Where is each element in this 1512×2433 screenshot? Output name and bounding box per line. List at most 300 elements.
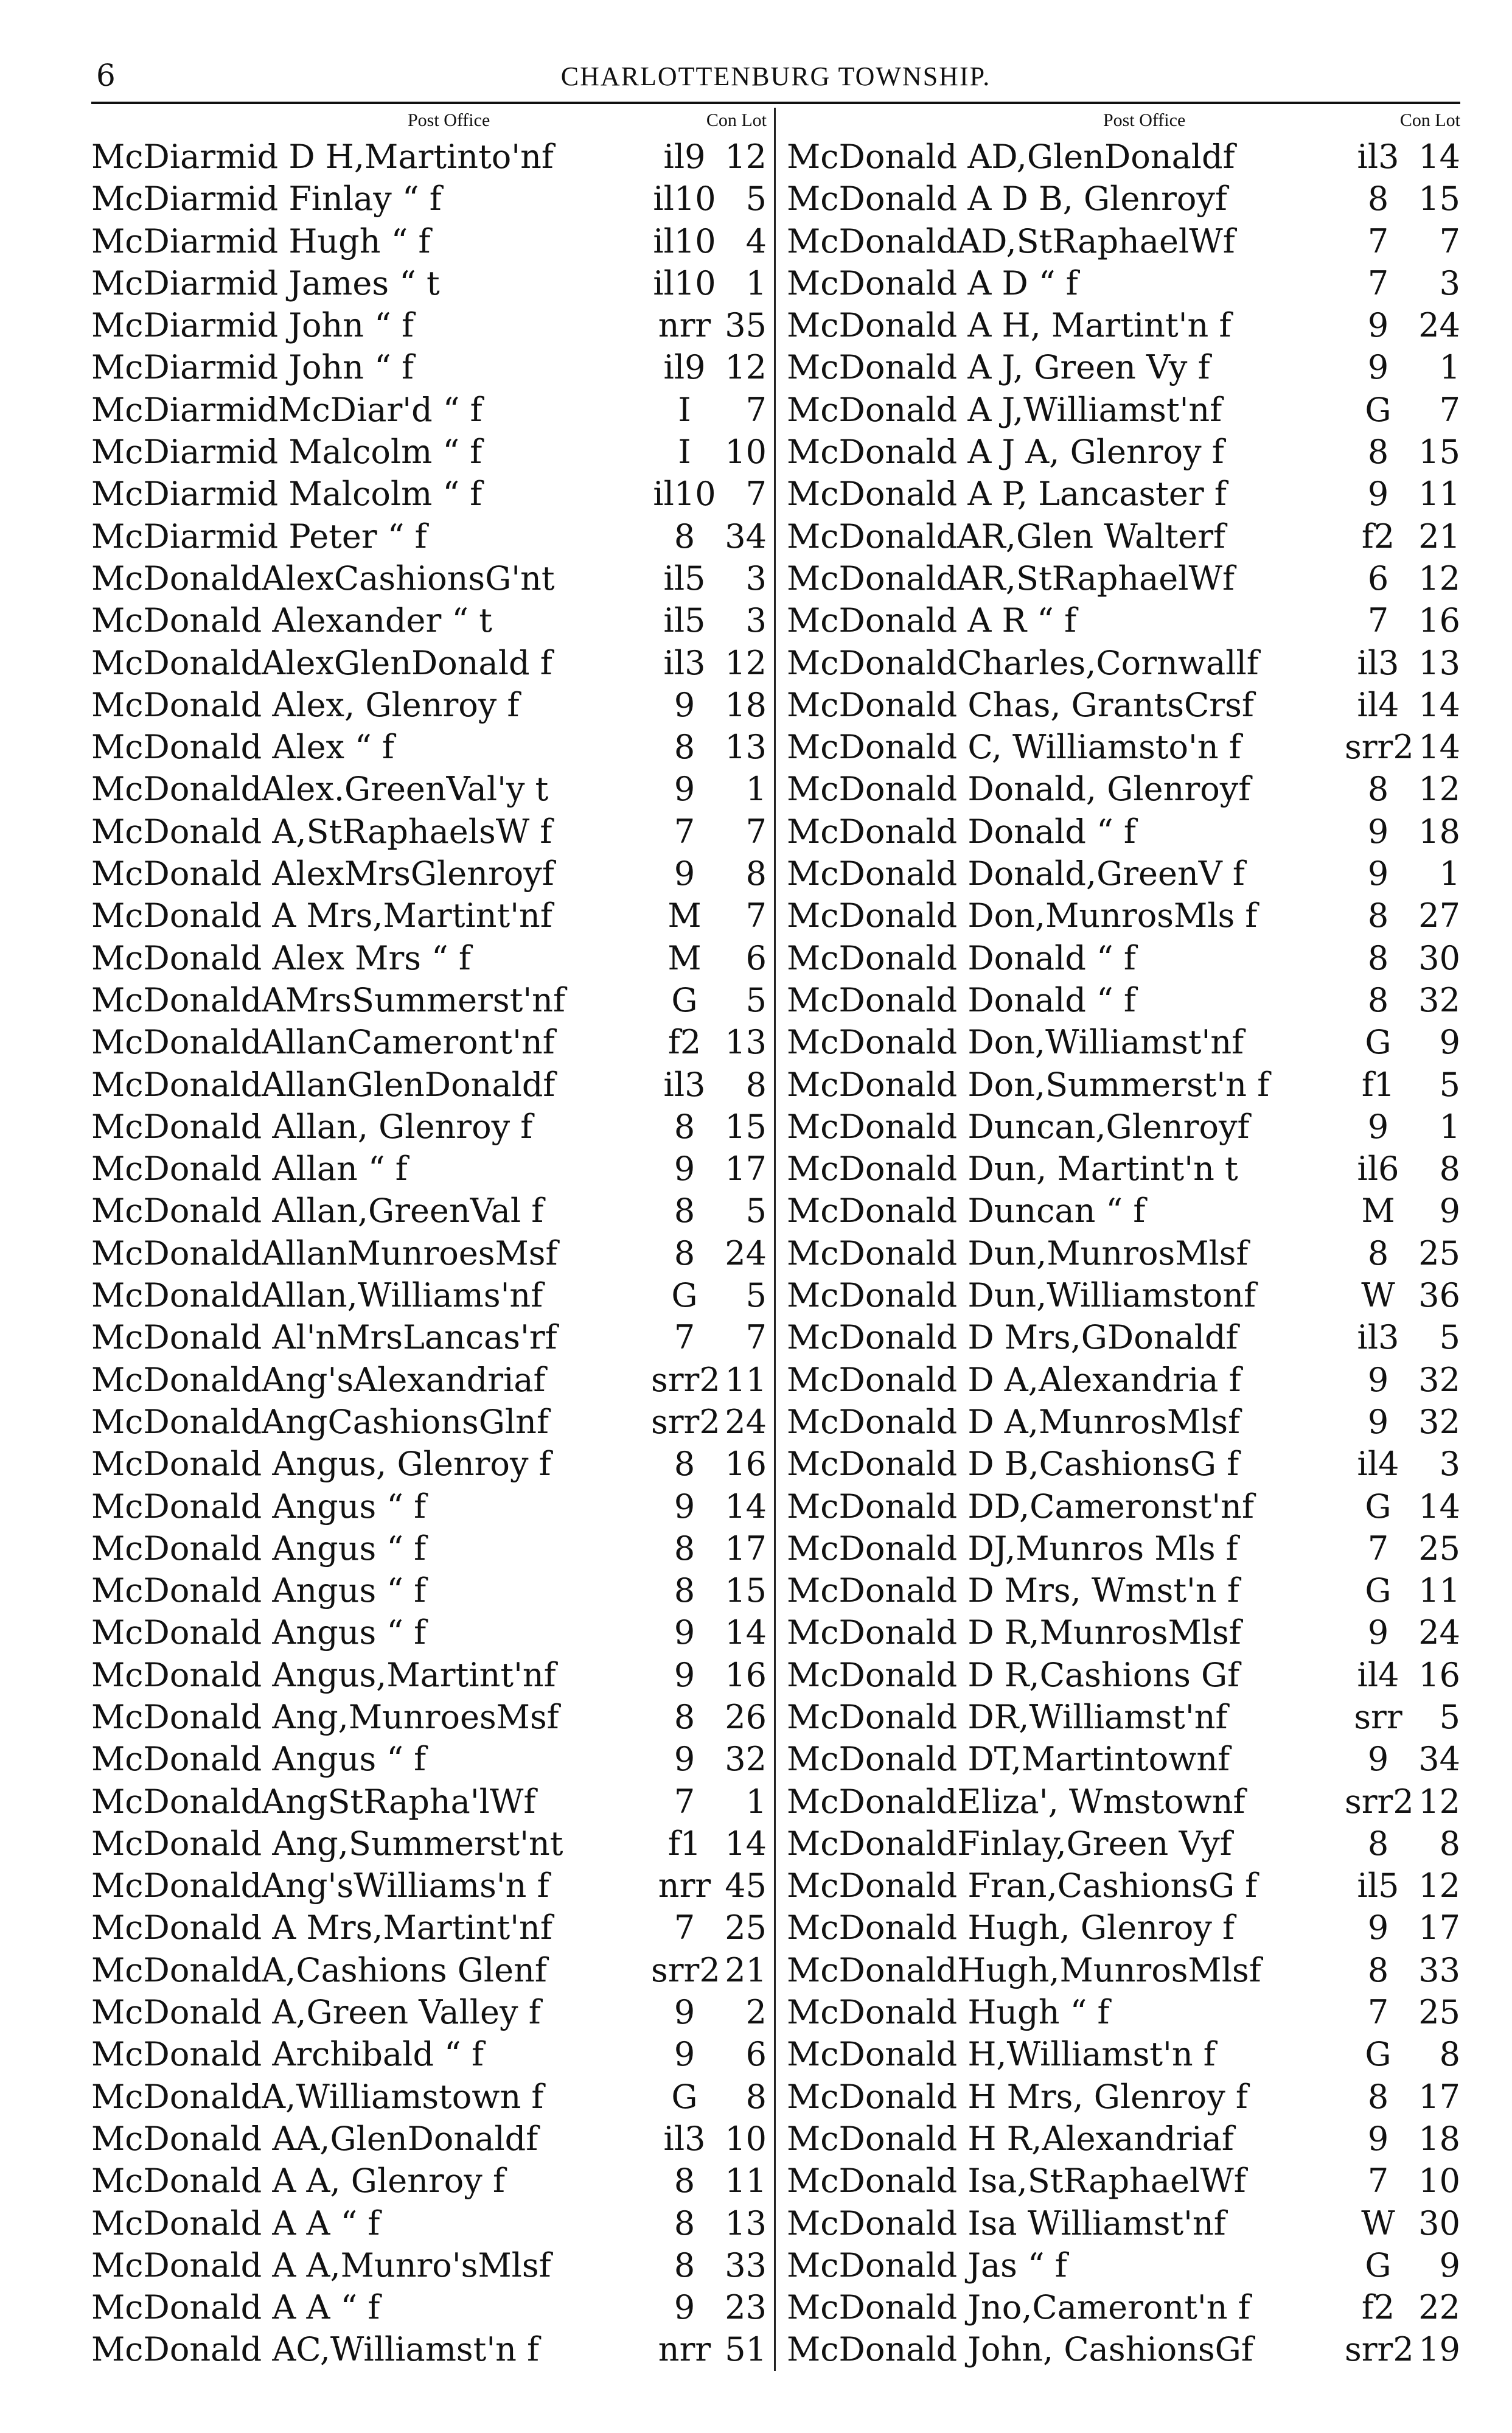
entry-concession: il5 bbox=[1357, 1866, 1399, 1905]
entry-concession: il6 bbox=[1357, 1150, 1399, 1189]
entry-name: McDonald Allan, Glenroy f bbox=[91, 1107, 533, 1146]
directory-entry bbox=[91, 1064, 767, 1106]
entry-lot: 25 bbox=[725, 1908, 767, 1947]
entry-name: McDonald Jas “ f bbox=[787, 2246, 1067, 2285]
directory-entry bbox=[91, 1781, 767, 1823]
entry-name: McDonaldAllanGlenDonaldf bbox=[91, 1065, 556, 1104]
directory-entry bbox=[787, 1654, 1460, 1696]
entry-concession: 8 bbox=[674, 1529, 695, 1568]
entry-name: McDonald A J, Green Vy f bbox=[787, 348, 1210, 387]
entry-name: McDonald AlexMrsGlenroyf bbox=[91, 854, 554, 893]
entry-concession: 9 bbox=[1367, 1908, 1389, 1947]
entry-name: McDonald Angus, Glenroy f bbox=[91, 1445, 551, 1484]
entry-concession: srr bbox=[1354, 1697, 1402, 1736]
entry-concession: 8 bbox=[674, 1192, 695, 1230]
directory-entry bbox=[787, 473, 1460, 515]
entry-concession: 9 bbox=[1367, 306, 1389, 345]
directory-entry bbox=[91, 1569, 767, 1611]
entry-lot: 7 bbox=[745, 1318, 767, 1357]
entry-concession: il4 bbox=[1357, 1655, 1399, 1694]
entry-concession: 9 bbox=[1367, 475, 1389, 514]
entry-lot: 12 bbox=[1418, 1782, 1460, 1821]
entry-lot: 7 bbox=[1439, 222, 1460, 260]
entry-concession: srr2 bbox=[651, 1402, 720, 1441]
entry-name: McDiarmid John “ f bbox=[91, 348, 414, 387]
entry-concession: il3 bbox=[1357, 1318, 1399, 1357]
entry-concession: 8 bbox=[1367, 2077, 1389, 2116]
entry-concession: 9 bbox=[1367, 2119, 1389, 2158]
directory-entry bbox=[91, 1527, 767, 1569]
entry-lot: 18 bbox=[1418, 2119, 1460, 2158]
entry-lot: 13 bbox=[725, 728, 767, 767]
entry-lot: 15 bbox=[1418, 433, 1460, 472]
entry-name: McDonald Donald “ f bbox=[787, 812, 1136, 851]
directory-entry bbox=[91, 684, 767, 726]
entry-lot: 4 bbox=[745, 222, 767, 260]
entry-concession: 8 bbox=[1367, 433, 1389, 472]
entry-lot: 1 bbox=[745, 770, 767, 809]
directory-entry bbox=[91, 1232, 767, 1274]
entry-lot: 1 bbox=[1439, 854, 1460, 893]
directory-entry bbox=[91, 1738, 767, 1780]
directory-entry bbox=[787, 1106, 1460, 1148]
entry-name: McDonald H R,Alexandriaf bbox=[787, 2119, 1234, 2158]
directory-entry bbox=[787, 1021, 1460, 1063]
entry-concession: il10 bbox=[653, 264, 716, 302]
entry-concession: G bbox=[1365, 1571, 1392, 1610]
entry-name: McDiarmid Hugh “ f bbox=[91, 222, 431, 260]
directory-entry bbox=[91, 1611, 767, 1653]
directory-entry bbox=[787, 2076, 1460, 2118]
entry-lot: 19 bbox=[1418, 2330, 1460, 2369]
entry-concession: il5 bbox=[663, 601, 706, 640]
entry-concession: 8 bbox=[674, 728, 695, 767]
entry-lot: 45 bbox=[725, 1866, 767, 1905]
entry-concession: 9 bbox=[1367, 348, 1389, 387]
entry-concession: M bbox=[667, 896, 702, 935]
entry-concession: srr2 bbox=[651, 1360, 720, 1399]
entry-concession: 7 bbox=[1367, 1993, 1389, 2032]
directory-entry bbox=[787, 1274, 1460, 1316]
entry-lot: 3 bbox=[745, 601, 767, 640]
entry-concession: 9 bbox=[674, 854, 695, 893]
entry-name: McDonald Angus “ f bbox=[91, 1529, 427, 1568]
directory-entry bbox=[787, 515, 1460, 557]
entry-lot: 12 bbox=[1418, 559, 1460, 598]
directory-entry bbox=[787, 1485, 1460, 1527]
entry-name: McDonald D R,Cashions Gf bbox=[787, 1655, 1240, 1694]
right-column-header bbox=[787, 108, 1460, 136]
entry-concession: 8 bbox=[1367, 1234, 1389, 1272]
entry-concession: f1 bbox=[667, 1824, 702, 1863]
entry-name: McDonald Dun,Williamstonf bbox=[787, 1276, 1256, 1315]
entry-concession: 9 bbox=[674, 770, 695, 809]
entry-lot: 9 bbox=[1439, 1192, 1460, 1230]
directory-entry bbox=[91, 2244, 767, 2286]
entry-concession: 8 bbox=[1367, 896, 1389, 935]
directory-entry bbox=[91, 431, 767, 473]
directory-entry bbox=[787, 178, 1460, 220]
directory-entry bbox=[91, 2328, 767, 2370]
entry-name: McDonald Angus “ f bbox=[91, 1613, 427, 1652]
entry-lot: 51 bbox=[725, 2330, 767, 2369]
entry-concession: f1 bbox=[1361, 1065, 1395, 1104]
entry-lot: 8 bbox=[1439, 1150, 1460, 1189]
entry-lot: 1 bbox=[745, 1782, 767, 1821]
entry-name: McDonald Alex “ f bbox=[91, 728, 394, 767]
directory-entry bbox=[787, 389, 1460, 431]
directory-entry bbox=[787, 2118, 1460, 2160]
entry-name: McDonald A A “ f bbox=[91, 2204, 380, 2243]
entry-lot: 8 bbox=[745, 854, 767, 893]
entry-name: McDonald Angus,Martint'nf bbox=[91, 1655, 556, 1694]
directory-entry bbox=[787, 768, 1460, 810]
entry-concession: il3 bbox=[1357, 138, 1399, 176]
entry-name: McDonald A A “ f bbox=[91, 2288, 380, 2327]
entry-concession: srr2 bbox=[1345, 2330, 1414, 2369]
directory-entry bbox=[91, 1316, 767, 1358]
entry-concession: f2 bbox=[1361, 2288, 1395, 2327]
entry-name: McDiarmid Malcolm “ f bbox=[91, 475, 483, 514]
entry-lot: 3 bbox=[745, 559, 767, 598]
entry-name: McDiarmid Malcolm “ f bbox=[91, 433, 483, 472]
entry-name: McDonald A R “ f bbox=[787, 601, 1077, 640]
entry-lot: 14 bbox=[1418, 138, 1460, 176]
entry-concession: srr2 bbox=[1345, 1782, 1414, 1821]
entry-name: McDonald Donald “ f bbox=[787, 980, 1136, 1019]
entry-concession: il9 bbox=[663, 138, 706, 176]
entry-lot: 7 bbox=[745, 475, 767, 514]
directory-entry bbox=[91, 2118, 767, 2160]
directory-entry bbox=[91, 1190, 767, 1232]
entry-name: McDonald Al'nMrsLancas'rf bbox=[91, 1318, 557, 1357]
directory-entry bbox=[787, 557, 1460, 599]
entry-lot: 24 bbox=[1418, 306, 1460, 345]
entry-lot: 7 bbox=[1439, 390, 1460, 429]
entry-lot: 32 bbox=[1418, 1402, 1460, 1441]
entry-concession: 9 bbox=[674, 2035, 695, 2074]
entry-concession: 7 bbox=[674, 1318, 695, 1357]
entry-lot: 15 bbox=[725, 1107, 767, 1146]
entry-concession: 7 bbox=[1367, 601, 1389, 640]
entry-concession: G bbox=[671, 2077, 698, 2116]
entry-lot: 7 bbox=[745, 390, 767, 429]
entry-lot: 24 bbox=[1418, 1613, 1460, 1652]
entry-lot: 25 bbox=[1418, 1993, 1460, 2032]
entry-name: McDonald A H, Martint'n f bbox=[787, 306, 1232, 345]
entry-lot: 11 bbox=[1418, 475, 1460, 514]
directory-entry bbox=[787, 1696, 1460, 1738]
directory-entry bbox=[787, 1401, 1460, 1443]
entry-concession: il3 bbox=[1357, 643, 1399, 682]
entry-lot: 14 bbox=[725, 1824, 767, 1863]
entry-lot: 8 bbox=[1439, 1824, 1460, 1863]
entry-lot: 14 bbox=[725, 1613, 767, 1652]
entry-lot: 10 bbox=[725, 433, 767, 472]
entry-concession: il10 bbox=[653, 180, 716, 218]
directory-entry bbox=[787, 1738, 1460, 1780]
entry-lot: 24 bbox=[725, 1402, 767, 1441]
directory-entry bbox=[91, 979, 767, 1021]
entry-name: McDonald Donald,GreenV f bbox=[787, 854, 1245, 893]
directory-entry bbox=[91, 1907, 767, 1949]
directory-entry bbox=[91, 1148, 767, 1190]
directory-entry bbox=[91, 473, 767, 515]
entry-concession: M bbox=[667, 938, 702, 977]
directory-entry bbox=[91, 1401, 767, 1443]
entry-name: McDonaldAng'sWilliams'n f bbox=[91, 1866, 549, 1905]
entry-name: McDonald Archibald “ f bbox=[91, 2035, 484, 2074]
entry-concession: 7 bbox=[674, 812, 695, 851]
entry-lot: 25 bbox=[1418, 1234, 1460, 1272]
entry-lot: 13 bbox=[1418, 643, 1460, 682]
entry-lot: 8 bbox=[745, 2077, 767, 2116]
entry-lot: 16 bbox=[725, 1445, 767, 1484]
entry-concession: G bbox=[1365, 2246, 1392, 2285]
directory-entry bbox=[787, 2328, 1460, 2370]
entry-name: McDonald A J A, Glenroy f bbox=[787, 433, 1224, 472]
entry-concession: 8 bbox=[674, 2246, 695, 2285]
entry-lot: 7 bbox=[745, 896, 767, 935]
directory-entry bbox=[787, 1569, 1460, 1611]
directory-entry bbox=[91, 768, 767, 810]
entry-name: McDonaldAng'sAlexandriaf bbox=[91, 1360, 546, 1399]
directory-entry bbox=[91, 262, 767, 304]
entry-concession: srr2 bbox=[651, 1950, 720, 1989]
page-number: 6 bbox=[96, 58, 116, 93]
directory-entry bbox=[787, 136, 1460, 178]
directory-entry bbox=[91, 1823, 767, 1865]
entry-name: McDonald Alexander “ t bbox=[91, 601, 492, 640]
directory-entry bbox=[787, 1991, 1460, 2033]
entry-lot: 17 bbox=[1418, 2077, 1460, 2116]
directory-entry bbox=[787, 1611, 1460, 1653]
entry-concession: 9 bbox=[674, 1487, 695, 1526]
entry-name: McDonaldAR,Glen Walterf bbox=[787, 517, 1226, 556]
entry-concession: il4 bbox=[1357, 685, 1399, 724]
entry-concession: il3 bbox=[663, 1065, 706, 1104]
entry-concession: 9 bbox=[674, 1993, 695, 2032]
entry-name: McDonald Don,Summerst'n f bbox=[787, 1065, 1270, 1104]
directory-entry bbox=[787, 853, 1460, 895]
directory-entry bbox=[787, 1781, 1460, 1823]
directory-entry bbox=[787, 1823, 1460, 1865]
entry-name: McDiarmid James “ t bbox=[91, 264, 440, 302]
entry-name: McDiarmid Finlay “ f bbox=[91, 180, 442, 218]
directory-entry bbox=[91, 2033, 767, 2075]
entry-lot: 5 bbox=[1439, 1697, 1460, 1736]
directory-page bbox=[91, 58, 1460, 2369]
entry-name: McDonaldAllanMunroesMsf bbox=[91, 1234, 558, 1272]
entry-lot: 25 bbox=[1418, 1529, 1460, 1568]
directory-entry bbox=[91, 136, 767, 178]
entry-concession: W bbox=[1361, 2204, 1395, 2243]
entry-name: McDonaldAMrsSummerst'nf bbox=[91, 980, 565, 1019]
entry-name: McDonald Alex Mrs “ f bbox=[91, 938, 471, 977]
entry-lot: 1 bbox=[745, 264, 767, 302]
entry-name: McDonald Ang,MunroesMsf bbox=[91, 1697, 559, 1736]
directory-entry bbox=[787, 599, 1460, 641]
entry-concession: 9 bbox=[674, 2288, 695, 2327]
entry-concession: M bbox=[1361, 1192, 1395, 1230]
directory-entry bbox=[91, 1021, 767, 1063]
entry-name: McDonald D A,Alexandria f bbox=[787, 1360, 1241, 1399]
entry-concession: G bbox=[1365, 1023, 1392, 1062]
entry-name: McDonald D B,CashionsG f bbox=[787, 1445, 1239, 1484]
entry-name: McDonald Alex, Glenroy f bbox=[91, 685, 520, 724]
entry-concession: G bbox=[671, 1276, 698, 1315]
post-office-heading: Post Office bbox=[1103, 110, 1186, 130]
directory-entry bbox=[787, 811, 1460, 853]
directory-entry bbox=[91, 2160, 767, 2202]
entry-name: McDonaldAllanCameront'nf bbox=[91, 1023, 555, 1062]
page-header bbox=[91, 58, 1460, 100]
directory-entry bbox=[91, 2286, 767, 2328]
entry-concession: 9 bbox=[1367, 1613, 1389, 1652]
entry-lot: 27 bbox=[1418, 896, 1460, 935]
entry-name: McDonald D Mrs,GDonaldf bbox=[787, 1318, 1238, 1357]
entry-lot: 33 bbox=[725, 2246, 767, 2285]
entry-name: McDonald A A,Munro'sMlsf bbox=[91, 2246, 551, 2285]
post-office-heading: Post Office bbox=[408, 110, 490, 130]
directory-entry bbox=[91, 178, 767, 220]
con-lot-heading: Con Lot bbox=[706, 110, 767, 130]
entry-concession: il4 bbox=[1357, 1445, 1399, 1484]
page-title: CHARLOTTENBURG TOWNSHIP. bbox=[560, 61, 991, 91]
entry-concession: 8 bbox=[1367, 770, 1389, 809]
directory-entry bbox=[787, 1865, 1460, 1907]
entry-concession: il3 bbox=[663, 2119, 706, 2158]
entry-lot: 5 bbox=[745, 980, 767, 1019]
entry-lot: 17 bbox=[725, 1150, 767, 1189]
entry-lot: 2 bbox=[745, 1993, 767, 2032]
entry-name: McDonald Angus “ f bbox=[91, 1740, 427, 1779]
entry-lot: 18 bbox=[725, 685, 767, 724]
entry-concession: 8 bbox=[1367, 1950, 1389, 1989]
entry-concession: G bbox=[1365, 1487, 1392, 1526]
directory-entry bbox=[787, 726, 1460, 768]
directory-entry bbox=[91, 389, 767, 431]
entry-name: McDonald Isa Williamst'nf bbox=[787, 2204, 1226, 2243]
entry-concession: 9 bbox=[674, 685, 695, 724]
directory-entry bbox=[91, 1696, 767, 1738]
directory-entry bbox=[787, 1949, 1460, 1991]
entry-concession: il5 bbox=[663, 559, 706, 598]
entry-lot: 15 bbox=[1418, 180, 1460, 218]
entry-lot: 5 bbox=[1439, 1065, 1460, 1104]
directory-entry bbox=[787, 684, 1460, 726]
entry-name: McDonald Isa,StRaphaelWf bbox=[787, 2162, 1246, 2201]
entry-lot: 6 bbox=[745, 938, 767, 977]
entry-lot: 34 bbox=[725, 517, 767, 556]
entry-concession: 9 bbox=[1367, 1740, 1389, 1779]
directory-entry bbox=[91, 1359, 767, 1401]
con-lot-heading: Con Lot bbox=[1399, 110, 1460, 130]
entry-name: McDonald Dun,MunrosMlsf bbox=[787, 1234, 1249, 1272]
directory-entry bbox=[91, 853, 767, 895]
entry-concession: 9 bbox=[1367, 854, 1389, 893]
entry-concession: il10 bbox=[653, 475, 716, 514]
directory-entry bbox=[91, 726, 767, 768]
entry-name: McDonald Don,Williamst'nf bbox=[787, 1023, 1244, 1062]
entry-name: McDonald AC,Williamst'n f bbox=[91, 2330, 540, 2369]
entry-lot: 10 bbox=[725, 2119, 767, 2158]
entry-name: McDonald Fran,CashionsG f bbox=[787, 1866, 1258, 1905]
entry-name: McDonald D A,MunrosMlsf bbox=[787, 1402, 1241, 1441]
directory-entry bbox=[787, 1232, 1460, 1274]
entry-name: McDonald A Mrs,Martint'nf bbox=[91, 896, 552, 935]
directory-entry bbox=[787, 1443, 1460, 1485]
entry-concession: il3 bbox=[663, 643, 706, 682]
entry-lot: 34 bbox=[1418, 1740, 1460, 1779]
entry-name: McDonald A D B, Glenroyf bbox=[787, 180, 1227, 218]
entry-lot: 16 bbox=[1418, 601, 1460, 640]
directory-entry bbox=[91, 1106, 767, 1148]
entry-lot: 11 bbox=[725, 1360, 767, 1399]
entry-concession: 8 bbox=[674, 2204, 695, 2243]
header-rule bbox=[91, 102, 1460, 104]
entry-lot: 32 bbox=[725, 1740, 767, 1779]
entry-lot: 32 bbox=[1418, 980, 1460, 1019]
entry-concession: G bbox=[1365, 2035, 1392, 2074]
entry-name: McDonaldHugh,MunrosMlsf bbox=[787, 1950, 1261, 1989]
entry-lot: 5 bbox=[745, 1192, 767, 1230]
entry-name: McDiarmid Peter “ f bbox=[91, 517, 427, 556]
entry-name: McDonald DT,Martintownf bbox=[787, 1740, 1230, 1779]
entry-lot: 18 bbox=[1418, 812, 1460, 851]
left-column bbox=[91, 108, 776, 2371]
entry-concession: 9 bbox=[1367, 812, 1389, 851]
directory-entry bbox=[91, 895, 767, 937]
entry-name: McDonald Angus “ f bbox=[91, 1487, 427, 1526]
directory-entry bbox=[787, 1316, 1460, 1358]
entry-concession: 6 bbox=[1367, 559, 1389, 598]
entry-lot: 14 bbox=[1418, 728, 1460, 767]
entry-concession: 8 bbox=[674, 2162, 695, 2201]
entry-name: McDonald Dun, Martint'n t bbox=[787, 1150, 1238, 1189]
entry-concession: 7 bbox=[1367, 264, 1389, 302]
directory-entry bbox=[787, 220, 1460, 262]
entry-lot: 3 bbox=[1439, 1445, 1460, 1484]
directory-entry bbox=[787, 1359, 1460, 1401]
directory-entry bbox=[787, 2033, 1460, 2075]
entry-name: McDonald DD,Cameronst'nf bbox=[787, 1487, 1254, 1526]
entry-concession: 8 bbox=[674, 1234, 695, 1272]
entry-lot: 11 bbox=[725, 2162, 767, 2201]
entry-name: McDonaldA,Williamstown f bbox=[91, 2077, 544, 2116]
entry-name: McDonaldEliza', Wmstownf bbox=[787, 1782, 1245, 1821]
entry-name: McDonaldAD,StRaphaelWf bbox=[787, 222, 1235, 260]
entry-lot: 9 bbox=[1439, 2246, 1460, 2285]
entry-lot: 8 bbox=[1439, 2035, 1460, 2074]
entry-name: McDonald DR,Williamst'nf bbox=[787, 1697, 1228, 1736]
entry-concession: nrr bbox=[658, 306, 711, 345]
directory-entry bbox=[787, 1190, 1460, 1232]
entry-name: McDiarmid John “ f bbox=[91, 306, 414, 345]
entry-concession: 9 bbox=[1367, 1402, 1389, 1441]
entry-concession: 9 bbox=[674, 1655, 695, 1694]
directory-entry bbox=[787, 346, 1460, 388]
entry-name: McDonaldA,Cashions Glenf bbox=[91, 1950, 547, 1989]
entry-lot: 1 bbox=[1439, 348, 1460, 387]
directory-entry bbox=[91, 642, 767, 684]
entry-lot: 23 bbox=[725, 2288, 767, 2327]
entry-name: McDonaldAlexGlenDonald f bbox=[91, 643, 552, 682]
directory-entry bbox=[787, 262, 1460, 304]
entry-name: McDonald John, CashionsGf bbox=[787, 2330, 1253, 2369]
directory-entry bbox=[787, 979, 1460, 1021]
directory-entry bbox=[91, 1865, 767, 1907]
